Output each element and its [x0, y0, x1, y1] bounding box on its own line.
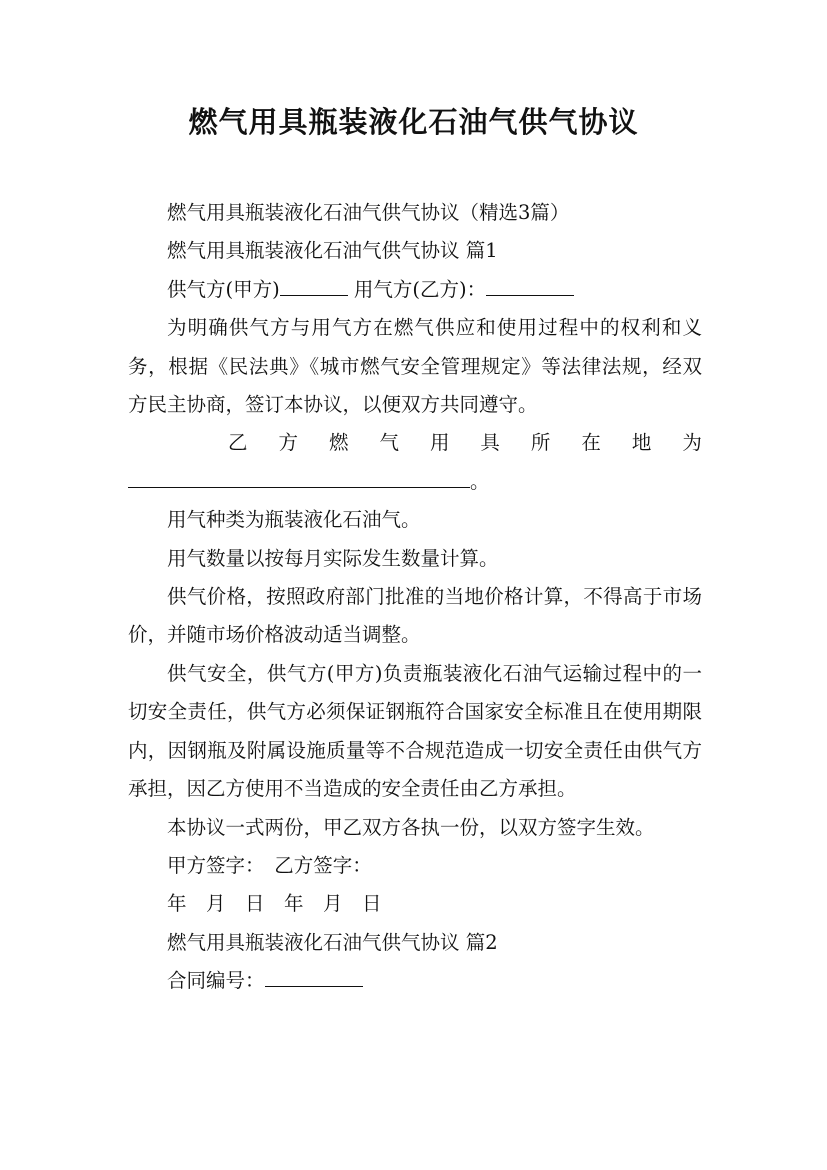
supplier-label: 供气方(甲方) — [167, 277, 280, 301]
consumer-label: 用气方(乙方)： — [347, 277, 487, 301]
consumer-blank[interactable] — [486, 275, 574, 296]
paragraph-signatures: 甲方签字： 乙方签字： — [167, 853, 372, 877]
paragraph-subtitle: 燃气用具瓶装液化石油气供气协议（精选3篇） — [167, 201, 570, 224]
paragraph-copies: 本协议一式两份，甲乙双方各执一份，以双方签字生效。 — [167, 815, 655, 839]
location-char: 具 — [480, 431, 500, 455]
location-char: 地 — [631, 431, 652, 455]
location-char: 气 — [379, 431, 399, 455]
paragraph-location-blank — [128, 463, 702, 501]
paragraph-parties — [128, 271, 702, 309]
location-char: 为 — [682, 431, 702, 455]
location-blank[interactable] — [128, 467, 470, 488]
paragraph-price: 供气价格，按照政府部门批准的当地价格计算，不得高于市场价，并随市场价格波动适当调整。 — [128, 585, 702, 647]
paragraph-gas-quantity: 用气数量以按每月实际发生数量计算。 — [167, 546, 499, 570]
contract-number-label: 合同编号： — [167, 969, 265, 993]
paragraph-dates: 年 月 日 年 月 日 — [167, 892, 382, 916]
location-char: 乙 — [228, 431, 248, 455]
paragraph-location-spread — [128, 424, 702, 462]
paragraph-gas-type: 用气种类为瓶装液化石油气。 — [167, 508, 421, 532]
location-char: 所 — [530, 431, 551, 455]
paragraph-contract-number — [128, 962, 702, 1000]
location-char: 方 — [278, 431, 298, 455]
location-end: 。 — [470, 469, 490, 493]
location-char: 用 — [429, 431, 450, 455]
document-body — [128, 194, 702, 1001]
contract-number-blank[interactable] — [265, 966, 363, 987]
paragraph-part2-heading: 燃气用具瓶装液化石油气供气协议 篇2 — [167, 930, 498, 954]
location-char: 燃 — [328, 431, 349, 455]
paragraph-safety: 供气安全，供气方(甲方)负责瓶装液化石油气运输过程中的一切安全责任，供气方必须保证钢瓶符合国家安全标准且在使用期限内，因钢瓶及附属设施质量等不合规范造成一切安全责任由供气方承担，因乙方使用不当造成的安全责任由乙方承担。 — [128, 661, 702, 801]
document-title: 燃气用具瓶装液化石油气供气协议 — [188, 105, 639, 139]
paragraph-part1-heading: 燃气用具瓶装液化石油气供气协议 篇1 — [167, 239, 498, 263]
supplier-blank[interactable] — [280, 275, 348, 296]
location-char: 在 — [581, 431, 601, 455]
paragraph-purpose: 为明确供气方与用气方在燃气供应和使用过程中的权利和义务，根据《民法典》《城市燃气安全管理规定》等法律法规，经双方民主协商，签订本协议，以便双方共同遵守。 — [128, 316, 702, 417]
